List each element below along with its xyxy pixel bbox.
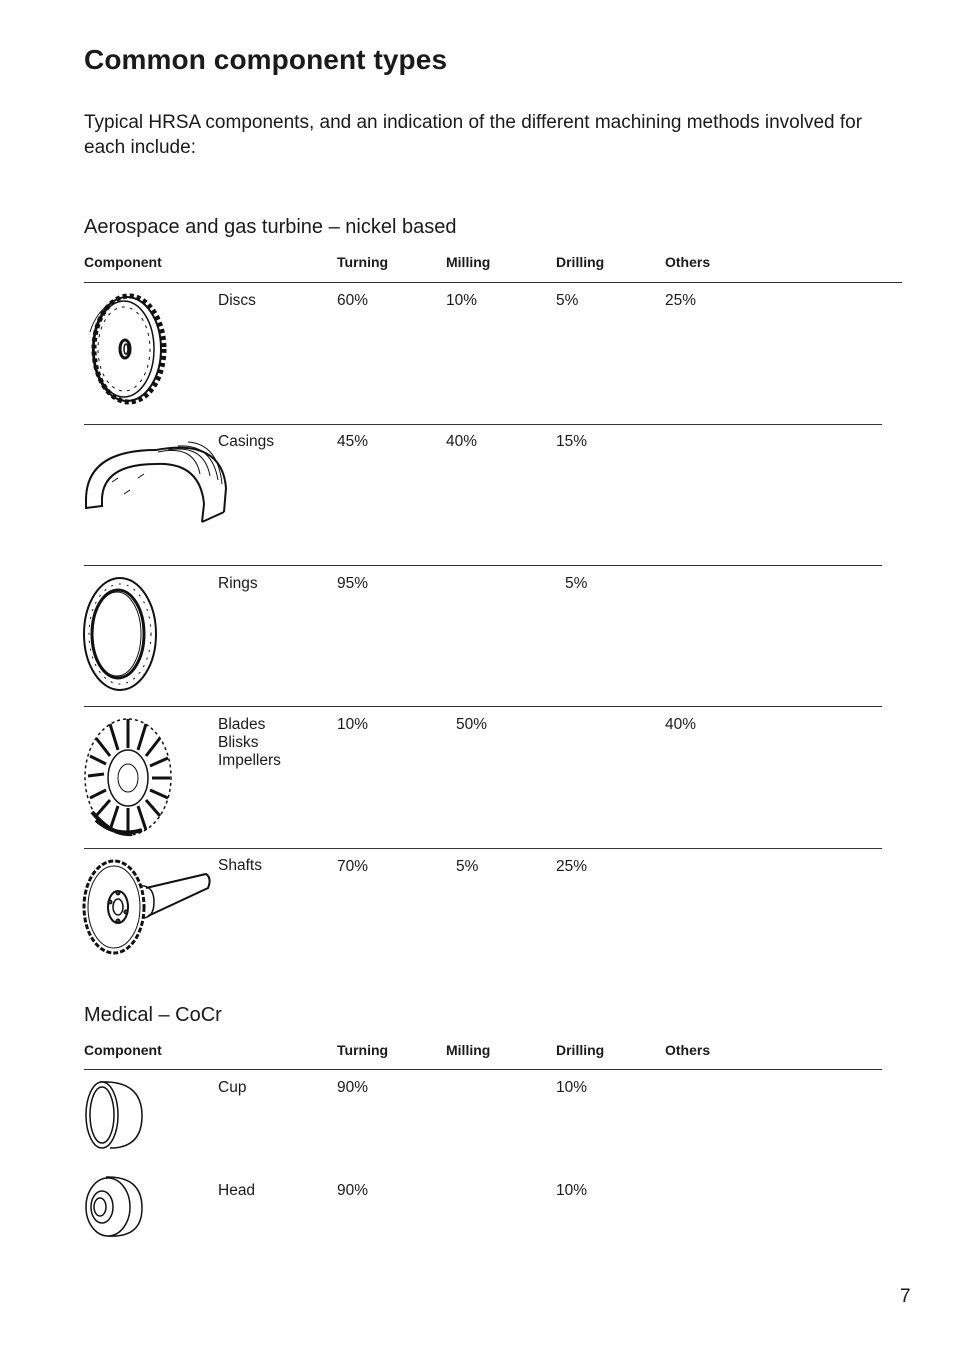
milling-value: 10% [446,292,478,309]
header-turning: Turning [337,1042,389,1058]
turning-value: 70% [337,858,369,875]
header-others: Others [665,1042,711,1058]
drilling-value: 10% [556,1182,588,1199]
ring-icon [82,576,162,694]
component-name: Discs [218,292,256,309]
others-value: 40% [665,716,697,733]
drilling-value: 10% [556,1079,588,1096]
drilling-value: 5% [565,575,588,592]
header-component: Component [84,1042,162,1058]
turning-value: 60% [337,292,369,309]
section-title-aerospace: Aerospace and gas turbine – nickel based [84,216,457,238]
header-divider [84,282,902,283]
header-milling: Milling [446,1042,491,1058]
row-divider [84,848,882,849]
turning-value: 90% [337,1079,369,1096]
header-others: Others [665,254,711,270]
component-name: Cup [218,1079,247,1096]
component-name-blisks: Blisks [218,734,259,751]
component-name: Shafts [218,857,262,874]
head-icon [82,1174,146,1240]
milling-value: 50% [456,716,488,733]
casing-icon [82,434,232,526]
page-number: 7 [900,1286,911,1307]
turning-value: 90% [337,1182,369,1199]
blisk-icon [82,716,174,838]
turning-value: 10% [337,716,369,733]
page-title: Common component types [84,44,448,75]
component-name: Head [218,1182,256,1199]
drilling-value: 5% [556,292,579,309]
header-divider [84,1069,882,1070]
section-title-medical: Medical – CoCr [84,1004,222,1026]
header-turning: Turning [337,254,389,270]
component-name: Rings [218,575,258,592]
component-name: Casings [218,433,274,450]
row-divider [84,706,882,707]
intro-paragraph: Typical HRSA components, and an indication of the different machining methods involved for each include: [84,112,863,158]
others-value: 25% [665,292,697,309]
header-drilling: Drilling [556,1042,605,1058]
disc-icon [82,292,172,410]
milling-value: 40% [446,433,478,450]
header-milling: Milling [446,254,491,270]
component-name-impellers: Impellers [218,752,281,769]
component-name-blades: Blades [218,716,266,733]
header-drilling: Drilling [556,254,605,270]
turning-value: 95% [337,575,369,592]
cup-icon [82,1078,146,1152]
shaft-icon [82,858,214,958]
drilling-value: 25% [556,858,588,875]
drilling-value: 15% [556,433,588,450]
row-divider [84,424,882,425]
turning-value: 45% [337,433,369,450]
row-divider [84,565,882,566]
header-component: Component [84,254,162,270]
milling-value: 5% [456,858,479,875]
